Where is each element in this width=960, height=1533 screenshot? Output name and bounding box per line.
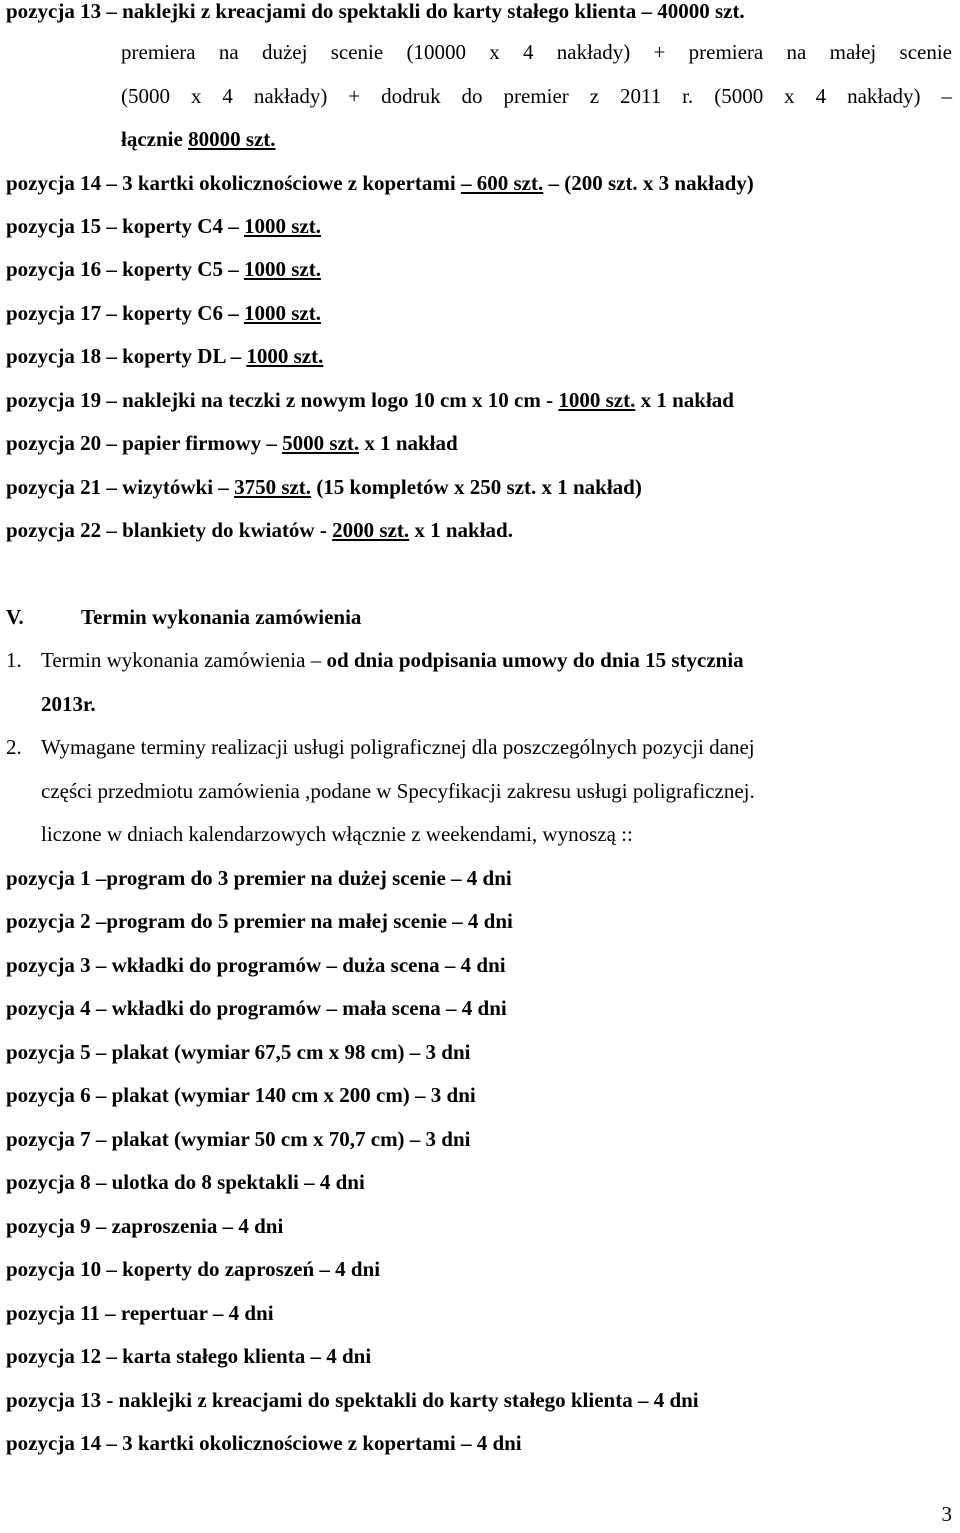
quantity: 1000 szt. <box>243 214 321 238</box>
quantity: 1000 szt. <box>246 344 324 368</box>
list-line-13 <box>6 1 745 22</box>
term-text: pozycja 8 – ulotka do 8 spektakli – 4 dni <box>6 1170 365 1194</box>
term-line <box>6 911 513 932</box>
paragraph-number: 2. <box>6 735 22 759</box>
section-number: V. <box>6 605 24 629</box>
line-text: (5000 x 4 nakłady) + dodruk do premier z 2011 r. (5000 x 4 nakłady) – <box>121 84 952 108</box>
paragraph-bold: od dnia podpisania umowy do dnia 15 stycznia <box>326 648 744 672</box>
term-text: pozycja 10 – koperty do zaproszeń – 4 dni <box>6 1257 381 1281</box>
term-text: pozycja 14 – 3 kartki okolicznościowe z kopertami – 4 dni <box>6 1431 522 1455</box>
list-line-18 <box>6 346 323 367</box>
term-text: pozycja 12 – karta stałego klienta – 4 dni <box>6 1344 372 1368</box>
paragraph-text: Wymagane terminy realizacji usługi poligraficznej dla poszczególnych pozycji danej <box>41 735 755 759</box>
line-suffix: x 1 nakład <box>635 388 734 412</box>
term-line <box>6 1390 699 1411</box>
list-line-21 <box>6 477 642 498</box>
list-line-19 <box>6 390 734 411</box>
quantity: 3750 szt. <box>234 475 312 499</box>
quantity: 1000 szt. <box>558 388 636 412</box>
term-text: pozycja 4 – wkładki do programów – mała scena – 4 dni <box>6 996 507 1020</box>
list-line-20 <box>6 433 458 454</box>
paragraph-2-line-3 <box>41 824 633 845</box>
section-title: Termin wykonania zamówienia <box>81 605 362 629</box>
quantity: 1000 szt. <box>243 301 321 325</box>
term-text: pozycja 1 –program do 3 premier na dużej scenie – 4 dni <box>6 866 512 890</box>
paragraph-text: części przedmiotu zamówienia ,podane w Specyfikacji zakresu usługi poligraficznej. <box>41 779 755 803</box>
line-text: pozycja 17 – koperty C6 – <box>6 301 244 325</box>
term-line <box>6 1259 380 1280</box>
line-text: pozycja 15 – koperty C4 – <box>6 214 244 238</box>
paragraph-2 <box>6 737 755 758</box>
quantity: 80000 szt. <box>188 127 276 151</box>
line-suffix: x 1 nakład <box>359 431 458 455</box>
line-text: pozycja 21 – wizytówki – <box>6 475 235 499</box>
term-text: pozycja 5 – plakat (wymiar 67,5 cm x 98 cm) – 3 dni <box>6 1040 471 1064</box>
paragraph-2-line-2 <box>41 781 755 802</box>
term-text: pozycja 6 – plakat (wymiar 140 cm x 200 cm) – 3 dni <box>6 1083 476 1107</box>
list-line-13-cont-3 <box>121 129 276 150</box>
term-line <box>6 1172 365 1193</box>
list-line-16 <box>6 259 321 280</box>
line-text: pozycja 22 – blankiety do kwiatów - <box>6 518 333 542</box>
line-suffix: – (200 szt. x 3 nakłady) <box>543 171 754 195</box>
quantity: 5000 szt. <box>282 431 360 455</box>
term-text: pozycja 3 – wkładki do programów – duża scena – 4 dni <box>6 953 506 977</box>
term-line <box>6 1216 283 1237</box>
quantity: 1000 szt. <box>243 257 321 281</box>
paragraph-text: liczone w dniach kalendarzowych włącznie z weekendami, wynoszą :: <box>41 822 633 846</box>
paragraph-text: 2013r. <box>41 692 96 716</box>
paragraph-lead: Termin wykonania zamówienia – <box>41 648 327 672</box>
line-suffix: (15 kompletów x 250 szt. x 1 nakład) <box>311 475 642 499</box>
line-text: łącznie <box>121 127 189 151</box>
term-line <box>6 1042 471 1063</box>
term-text: pozycja 9 – zaproszenia – 4 dni <box>6 1214 284 1238</box>
term-text: pozycja 2 –program do 5 premier na małej scenie – 4 dni <box>6 909 513 933</box>
term-line <box>6 1129 471 1150</box>
list-line-17 <box>6 303 321 324</box>
quantity: – 600 szt. <box>460 171 544 195</box>
line-text: pozycja 20 – papier firmowy – <box>6 431 283 455</box>
line-text: pozycja 19 – naklejki na teczki z nowym logo 10 cm x 10 cm - <box>6 388 559 412</box>
list-line-13-cont-2 <box>121 86 952 107</box>
line-suffix: x 1 nakład. <box>409 518 513 542</box>
term-line <box>6 955 506 976</box>
term-line <box>6 998 507 1019</box>
line-text: pozycja 16 – koperty C5 – <box>6 257 244 281</box>
list-line-15 <box>6 216 321 237</box>
list-line-14 <box>6 173 754 194</box>
line-text: pozycja 13 – naklejki z kreacjami do spektakli do karty stałego klienta – 40000 szt. <box>6 0 745 23</box>
list-line-22 <box>6 520 513 541</box>
term-line <box>6 1346 371 1367</box>
term-text: pozycja 7 – plakat (wymiar 50 cm x 70,7 cm) – 3 dni <box>6 1127 471 1151</box>
term-line <box>6 1433 522 1454</box>
list-line-13-cont-1 <box>121 42 952 63</box>
quantity: 2000 szt. <box>332 518 410 542</box>
term-text: pozycja 11 – repertuar – 4 dni <box>6 1301 274 1325</box>
line-text: pozycja 18 – koperty DL – <box>6 344 247 368</box>
line-text: premiera na dużej scenie (10000 x 4 nakłady) + premiera na małej scenie <box>121 40 952 64</box>
paragraph-1-cont <box>41 694 96 715</box>
line-text: pozycja 14 – 3 kartki okolicznościowe z kopertami <box>6 171 461 195</box>
paragraph-1 <box>6 650 954 671</box>
section-heading <box>6 607 361 628</box>
term-line <box>6 1085 476 1106</box>
page-number: 3 <box>941 1502 952 1526</box>
term-line <box>6 1303 274 1324</box>
paragraph-number: 1. <box>6 648 22 672</box>
term-text: pozycja 13 - naklejki z kreacjami do spektakli do karty stałego klienta – 4 dni <box>6 1388 699 1412</box>
term-line <box>6 868 512 889</box>
